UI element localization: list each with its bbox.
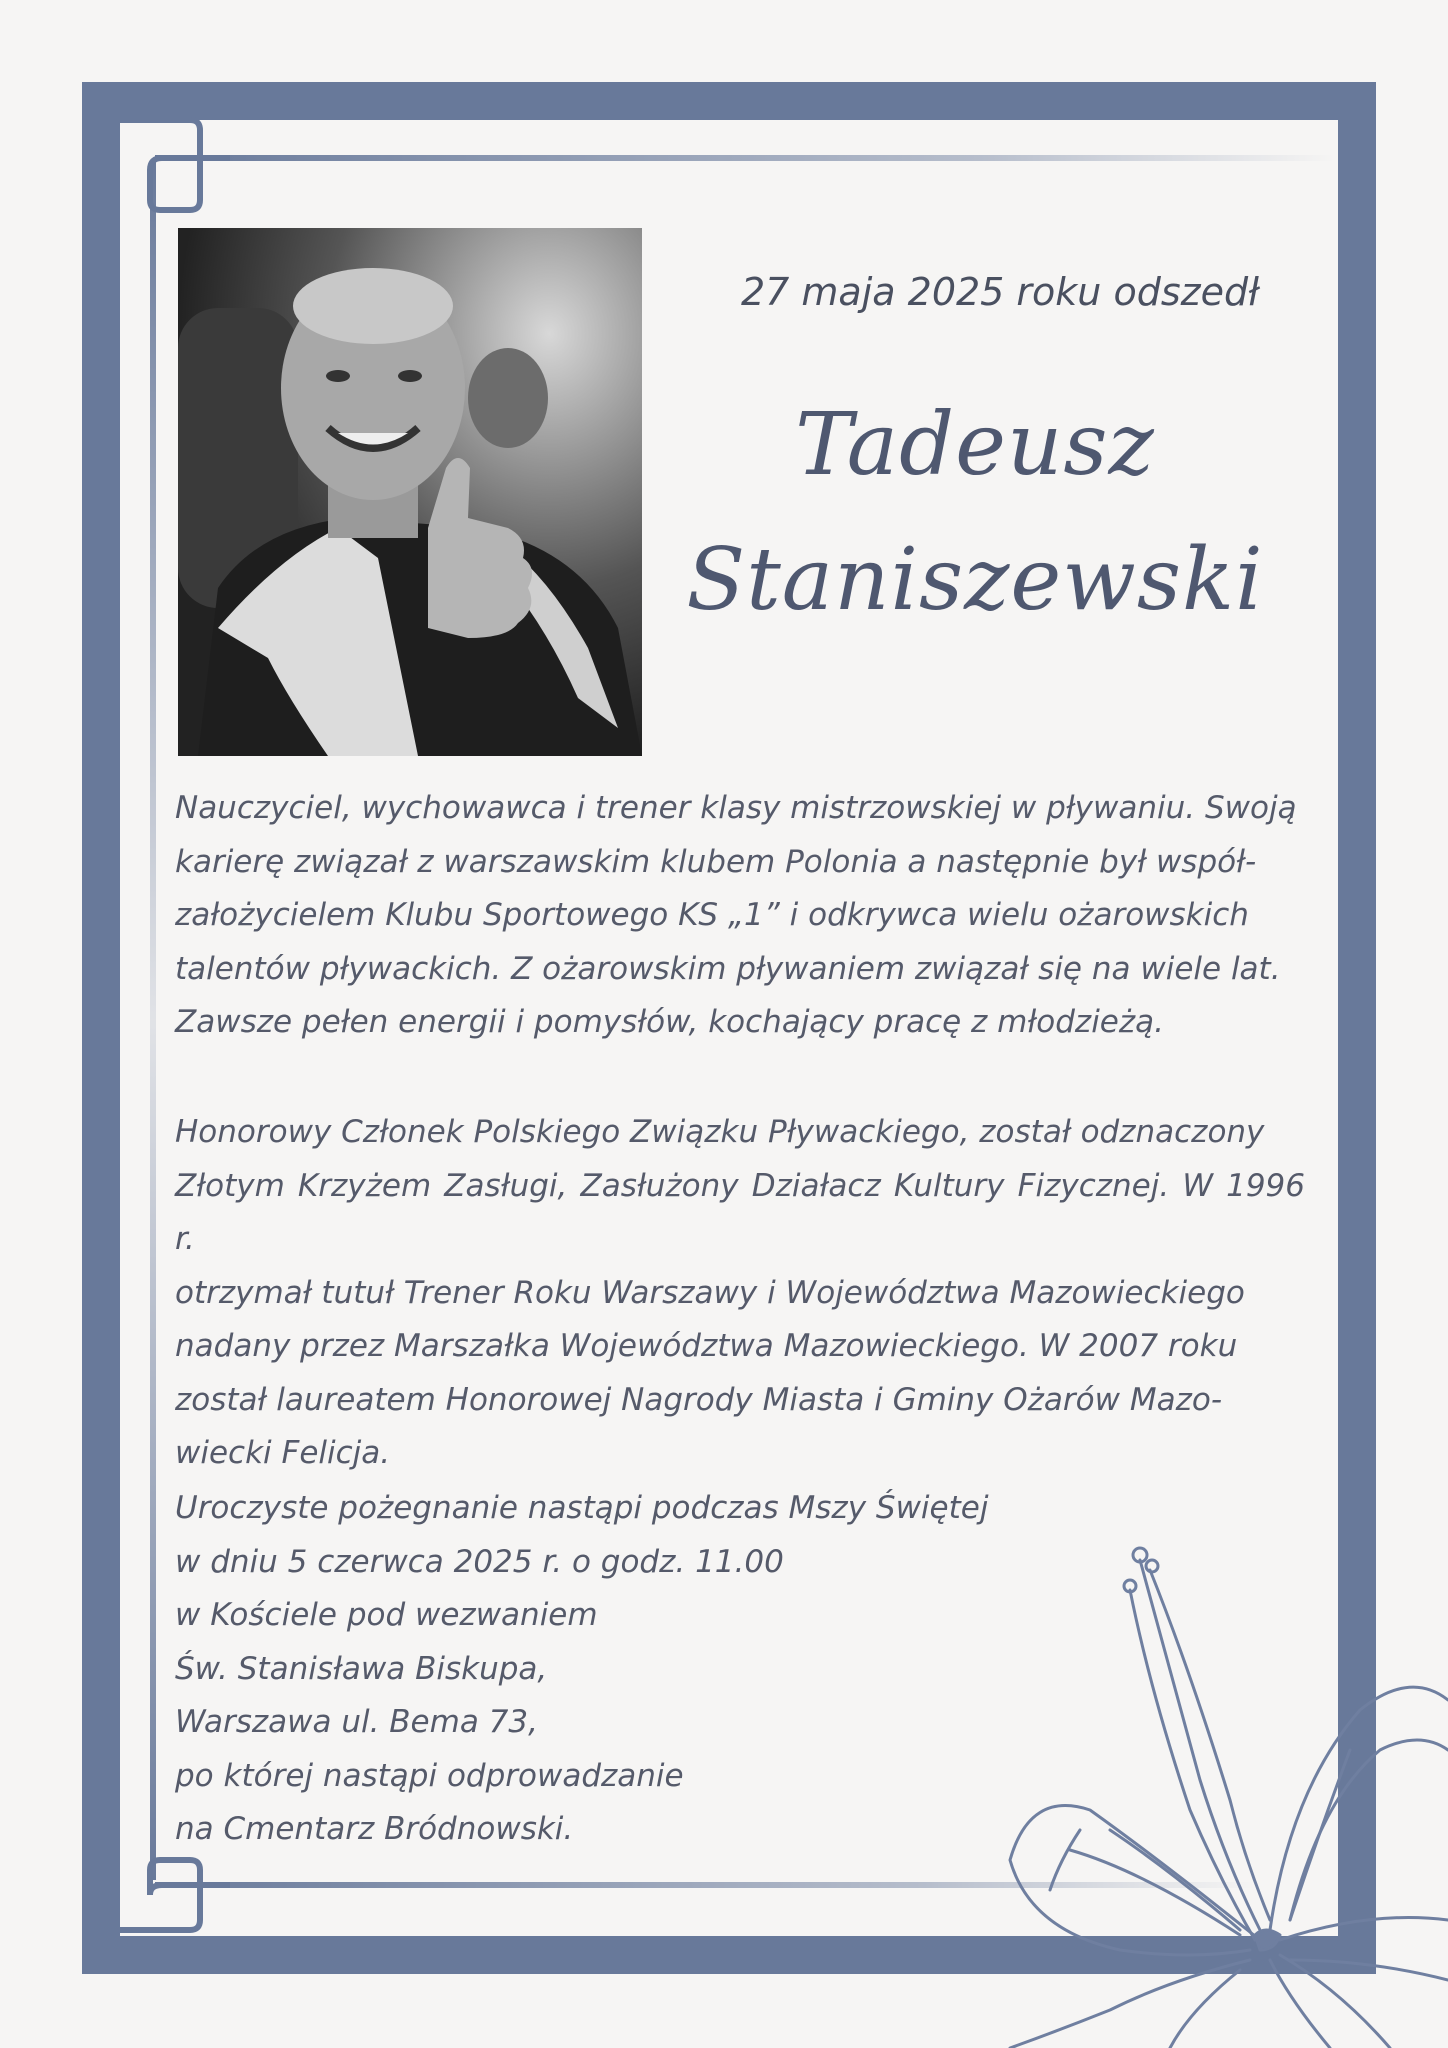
date-of-death: 27 maja 2025 roku odszedł [740, 270, 1259, 314]
funeral-details-paragraph: Uroczyste pożegnanie nastąpi podczas Mszy Świętej w dniu 5 czerwca 2025 r. o godz. 11.00 w Kościele pod wezwaniem Św. Stanisława Biskupa, Warszawa ul. Bema 73, po której nastąpi odprowadzanie na Cmentarz Bródnowski. [175, 1490, 989, 1847]
deceased-first-name: Tadeusz [795, 395, 1155, 495]
biography-paragraph: Nauczyciel, wychowawca i trener klasy mistrzowskiej w pływaniu. Swoją karierę związał z warszawskim klubem Polonia a następnie był współ- założycielem Klubu Sportowego KS „1” i odkrywca wielu ożarowskich talentów pływackich. Z ożarowskim pływaniem związał się na wiele lat. Zawsze pełen energii i pomysłów, kochający pracę z młodzieżą. [175, 790, 1297, 1040]
portrait-photo [178, 228, 642, 756]
deceased-last-name: Staniszewski [686, 530, 1264, 630]
lily-flower-illustration [990, 1530, 1448, 2048]
honors-paragraph: Honorowy Członek Polskiego Związku Pływackiego, został odznaczony Złotym Krzyżem Zasługi, Zasłużony Działacz Kultury Fizycznej. W 1996 r. otrzymał tutuł Trener Roku Warszawy i Województwa Mazowieckiego nadany przez Marszałka Województwa Mazowieckiego. W 2007 roku został laureatem Honorowej Nagrody Miasta i Gminy Ożarów Mazo- wiecki Felicja. [175, 1114, 1305, 1471]
portrait-image [178, 228, 642, 756]
